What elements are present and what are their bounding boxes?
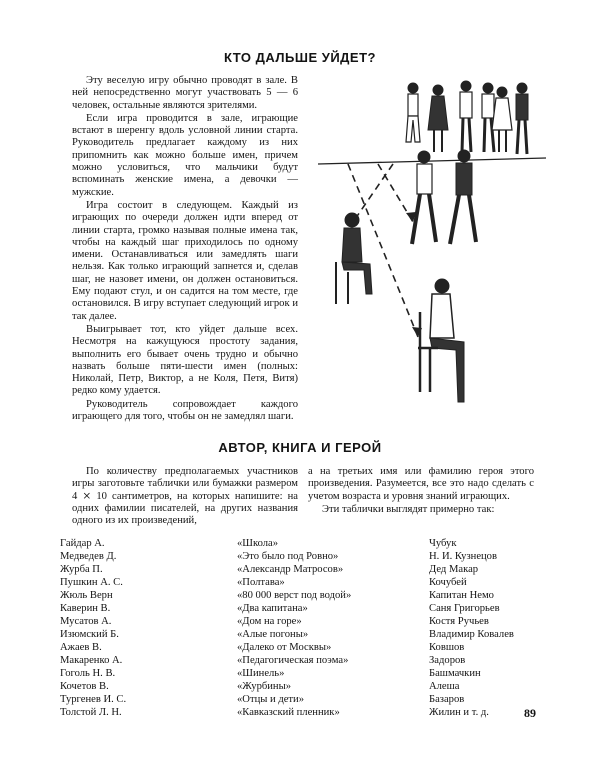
paragraph: Руководитель сопровождает каждого играющего для того, чтобы он не замедлял шаги.	[72, 398, 298, 423]
section-title-who-goes-further: КТО ДАЛЬШЕ УЙДЕТ?	[224, 50, 376, 65]
book-item: «Полтава»	[237, 577, 285, 588]
book-item: «Отцы и дети»	[237, 694, 305, 705]
book-item: «80 000 верст под водой»	[237, 590, 352, 601]
book-item: «Кавказский пленник»	[237, 707, 340, 718]
author-item: Медведев Д.	[60, 551, 117, 562]
author-item: Гоголь Н. В.	[60, 668, 116, 679]
seated-boy	[418, 279, 464, 402]
author-item: Каверин В.	[60, 603, 111, 614]
author-item: Журба П.	[60, 564, 103, 575]
hero-item: Задоров	[429, 655, 466, 666]
book-item: «Это было под Ровно»	[237, 551, 339, 562]
paragraph: По количеству предполагаемых участников игры заготовьте таблички или бумажки размером 4 ⨯ 10 сантиметров, на которых напишите: на одних фамилии писателей, на других названия одного из их произведений,	[72, 466, 298, 527]
hero-item: Саня Григорьев	[429, 603, 500, 614]
author-item: Ажаев В.	[60, 642, 102, 653]
book-item: «Александр Матросов»	[237, 564, 344, 575]
author-item: Гайдар А.	[60, 538, 105, 549]
author-item: Кочетов В.	[60, 681, 109, 692]
author-item: Тургенев И. С.	[60, 694, 127, 705]
book-item: «Алые погоны»	[237, 629, 309, 640]
paragraph: Если игра проводится в зале, играющие встают в шеренгу вдоль условной линии старта. Руководитель предлагает каждому из них припомнить как можно больше имен, причем можно условиться, что мальчики будут вспоминать женские имена, а девочки — мужские.	[72, 112, 298, 198]
paragraph: а на третьих имя или фамилию героя этого произведения. Разумеется, все это надо сделать с учетом возраста и уровня знаний играющих.	[308, 466, 534, 502]
section2-intro-left	[72, 466, 298, 528]
hero-item: Ковшов	[429, 642, 465, 653]
author-item: Жюль Верн	[60, 590, 113, 601]
author-item: Макаренко А.	[60, 655, 123, 666]
paragraph: Эту веселую игру обычно проводят в зале. В ней непосредственно могут участвовать 5 — 6 человек, остальные являются зрителями.	[72, 75, 298, 111]
author-item: Толстой Л. Н.	[60, 707, 122, 718]
hero-item: Костя Ручьев	[429, 616, 489, 627]
hero-item: Кочубей	[429, 577, 467, 588]
paragraph: Игра состоит в следующем. Каждый из играющих по очереди должен идти вперед от линии старта, громко называя полные имена так, чтобы на каждый шаг приходилось по одному имени. Останавливаться или замедлять шаги нельзя. Как только играющий запнется и, сделав шаг, не назовет имени, он должен остановиться. Ему подают стул, и он садится на том месте, где остановился. В игру вступает следующий игрок и так далее.	[72, 199, 298, 322]
book-item: «Шинель»	[237, 668, 285, 679]
paragraph: Эти таблички выглядят примерно так:	[322, 503, 495, 515]
book-item: «Далеко от Москвы»	[237, 642, 332, 653]
authors-column	[60, 537, 220, 719]
author-item: Мусатов А.	[60, 616, 112, 627]
dashed-path	[353, 164, 393, 222]
books-column	[237, 537, 417, 719]
book-item: «Журбины»	[237, 681, 292, 692]
walking-figures	[412, 150, 476, 244]
seated-girl	[336, 213, 372, 304]
hero-item: Башмачкин	[429, 668, 481, 679]
author-item: Пушкин А. С.	[60, 577, 123, 588]
hero-item: Капитан Немо	[429, 590, 494, 601]
page-number: 89	[524, 706, 536, 720]
hero-item: Н. И. Кузнецов	[429, 551, 497, 562]
hero-item: Чубук	[429, 538, 457, 549]
heroes-column	[429, 537, 569, 719]
hero-item: Владимир Ковалев	[429, 629, 514, 640]
book-item: «Дом на горе»	[237, 616, 302, 627]
paragraph: Выигрывает тот, кто уйдет дальше всех. Несмотря на кажущуюся простоту задания, выполнить его бывает очень трудно и обычно назвать больше пяти-шести имен (полных: Николай, Петр, Виктор, а не Коля, Петя, Витя) редко кому удается.	[72, 323, 298, 397]
game-illustration	[318, 72, 548, 412]
author-item: Изюмский Б.	[60, 629, 119, 640]
section2-intro-right	[308, 466, 534, 517]
section1-body	[72, 75, 298, 424]
hero-item: Алеша	[429, 681, 460, 692]
section-title-author-book-hero: АВТОР, КНИГА И ГЕРОЙ	[218, 440, 382, 455]
hero-item: Базаров	[429, 694, 465, 705]
hero-item: Жилин и т. д.	[429, 707, 489, 718]
start-line	[318, 158, 546, 164]
hero-item: Дед Макар	[429, 564, 479, 575]
book-item: «Педагогическая поэма»	[237, 655, 349, 666]
book-item: «Два капитана»	[237, 603, 308, 614]
book-item: «Школа»	[237, 538, 279, 549]
standing-figures	[406, 81, 528, 154]
